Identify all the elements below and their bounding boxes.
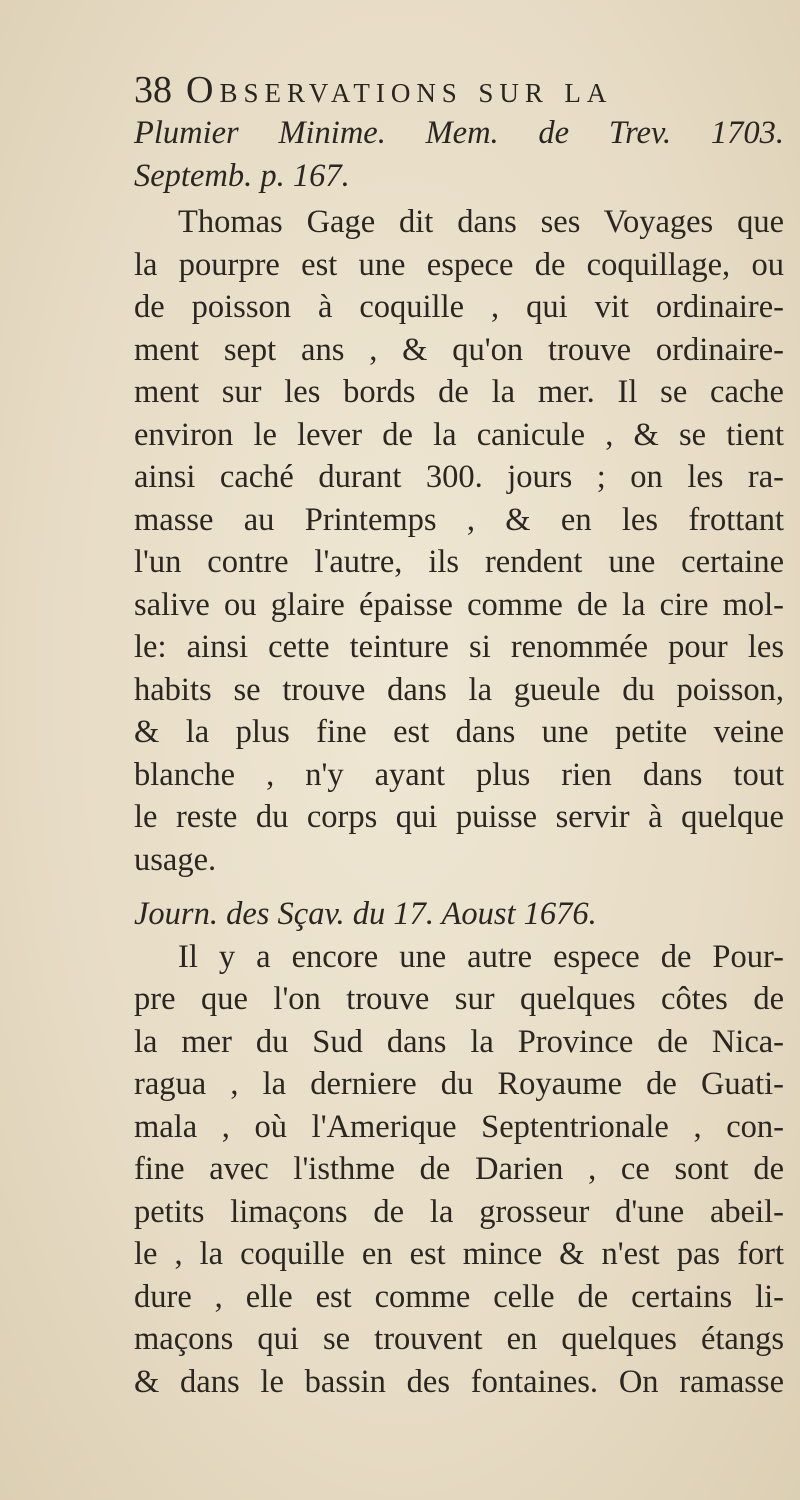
text-line: maçons qui se trouvent en quelques étangs — [134, 1321, 784, 1357]
citation-line: Journ. des Sçav. du 17. Aoust 1676. — [134, 896, 597, 932]
text-line: la mer du Sud dans la Province de Nica- — [134, 1023, 784, 1060]
text-line: dure , elle est comme celle de certains li- — [134, 1278, 784, 1315]
body-text — [134, 112, 784, 1403]
text-line: salive ou glaire épaisse comme de la cire mol- — [134, 586, 784, 623]
citation-line: Septemb. p. 167. — [134, 157, 350, 194]
text-line: ainsi caché durant 300. jours ; on les ra- — [134, 459, 784, 495]
text-line: Plumier Minime. Mem. de Trev. 1703. — [134, 115, 784, 151]
text-line: & la plus fine est dans une petite veine — [134, 714, 784, 750]
text-line: ment sur les bords de la mer. Il se cache — [134, 374, 784, 410]
text-line: la pourpre est une espece de coquillage, ou — [134, 246, 784, 283]
text-line: le , la coquille en est mince & n'est pas fort — [134, 1236, 784, 1272]
text-line: habits se trouve dans la gueule du poisson, — [134, 671, 784, 708]
text-line: petits limaçons de la grosseur d'une abeil- — [134, 1193, 784, 1230]
text-line: environ le lever de la canicule , & se tient — [134, 416, 784, 453]
text-line: mala , où l'Amerique Septentrionale , con- — [134, 1108, 784, 1145]
running-title: Observations sur la — [186, 69, 613, 111]
text-line: ragua , la derniere du Royaume de Guati- — [134, 1066, 784, 1102]
page-number: 38 — [134, 69, 172, 111]
text-line: pre que l'on trouve sur quelques côtes de — [134, 981, 784, 1017]
paragraph-first-line: Thomas Gage dit dans ses Voyages que — [178, 204, 784, 240]
running-head — [134, 68, 774, 112]
text-line: masse au Printemps , & en les frottant — [134, 501, 784, 538]
text-line: usage. — [134, 841, 217, 878]
text-line: le: ainsi cette teinture si renommée pour les — [134, 629, 784, 665]
text-line: blanche , n'y ayant plus rien dans tout — [134, 756, 784, 793]
text-line: le reste du corps qui puisse servir à quelque — [134, 799, 784, 835]
text-line: de poisson à coquille , qui vit ordinaire- — [134, 289, 784, 325]
text-line: l'un contre l'autre, ils rendent une certaine — [134, 544, 784, 580]
paragraph-first-line: Il y a encore une autre espece de Pour- — [178, 938, 784, 975]
text-line: ment sept ans , & qu'on trouve ordinaire- — [134, 331, 784, 368]
text-line: fine avec l'isthme de Darien , ce sont de — [134, 1151, 784, 1187]
text-line: & dans le bassin des fontaines. On ramasse — [134, 1363, 784, 1400]
